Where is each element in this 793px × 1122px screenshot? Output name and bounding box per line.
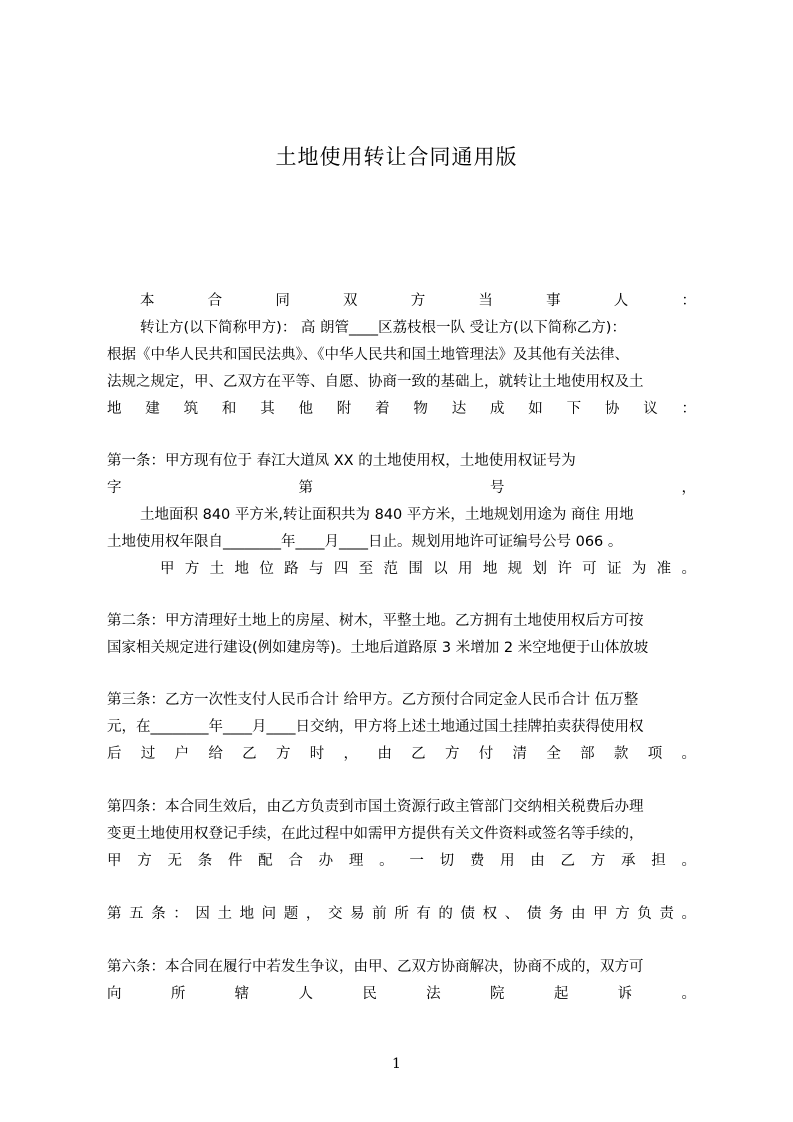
- article-1-line-1: 第一条：甲方现有位于 春江大道凤 XX 的土地使用权，土地使用权证号为: [107, 453, 576, 469]
- article-1-line-2: 字 第 号 ，: [107, 480, 696, 496]
- preamble-line-2: 法规之规定，甲、乙双方在平等、自愿、协商一致的基础上，就转让土地使用权及土: [107, 374, 644, 390]
- article-3-line-1: 第三条：乙方一次性支付人民币合计 给甲方。乙方预付合同定金人民币合计 伍万整: [107, 692, 639, 708]
- article-4-line-2: 变更土地使用权登记手续，在此过程中如需甲方提供有关文件资料或签名等手续的，: [107, 826, 644, 842]
- page-number: 1: [392, 1056, 401, 1072]
- article-3-line-2: 元，在________年____月____日交纳，甲方将上述土地通过国土挂牌拍卖获得使用权: [107, 719, 644, 735]
- article-4-line-1: 第四条：本合同生效后，由乙方负责到市国土资源行政主管部门交纳相关税费后办理: [107, 799, 644, 815]
- document-title: 土地使用转让合同通用版: [275, 145, 518, 169]
- article-2-line-1: 第二条：甲方清理好土地上的房屋、树木，平整土地。乙方拥有土地使用权后方可按: [107, 613, 644, 629]
- article-4-line-3: 甲 方 无 条 件 配 合 办 理 。 一 切 费 用 由 乙 方 承 担 。: [107, 853, 696, 869]
- article-1-line-3: 土地面积 840 平方米,转让面积共为 840 平方米，土地规划用途为 商住 用地: [140, 507, 634, 523]
- article-3-line-3: 后 过 户 给 乙 方 时 ， 由 乙 方 付 清 全 部 款 项 。: [107, 746, 696, 762]
- article-5-line-1: 第 五 条 ： 因 土 地 问 题 ， 交 易 前 所 有 的 债 权 、 债 务 由 甲 方 负 责 。: [107, 906, 696, 922]
- article-1-line-5: 甲 方 土 地 位 路 与 四 至 范 围 以 用 地 规 划 许 可 证 为 准 。: [160, 561, 696, 577]
- article-1-line-4: 土地使用权年限自________年____月____日止。规划用地许可证编号公号 066 。: [107, 534, 623, 550]
- preamble-line-1: 根据《中华人民共和国民法典》、《中华人民共和国土地管理法》及其他有关法律、: [107, 347, 629, 363]
- parties-line: 转让方(以下简称甲方)： 高 朗管____区荔枝根一队 受让方(以下简称乙方)：: [140, 320, 626, 336]
- article-2-line-2: 国家相关规定进行建设(例如建房等)。土地后道路原 3 米增加 2 米空地便于山体放坡: [107, 640, 649, 656]
- article-6-line-1: 第六条：本合同在履行中若发生争议，由甲、乙双方协商解决，协商不成的，双方可: [107, 959, 644, 975]
- article-6-line-2: 向 所 辖 人 民 法 院 起 诉 。: [107, 986, 696, 1002]
- parties-heading: 本 合 同 双 方 当 事 人 ：: [140, 293, 696, 309]
- preamble-line-3: 地 建 筑 和 其 他 附 着 物 达 成 如 下 协 议 ：: [107, 401, 696, 417]
